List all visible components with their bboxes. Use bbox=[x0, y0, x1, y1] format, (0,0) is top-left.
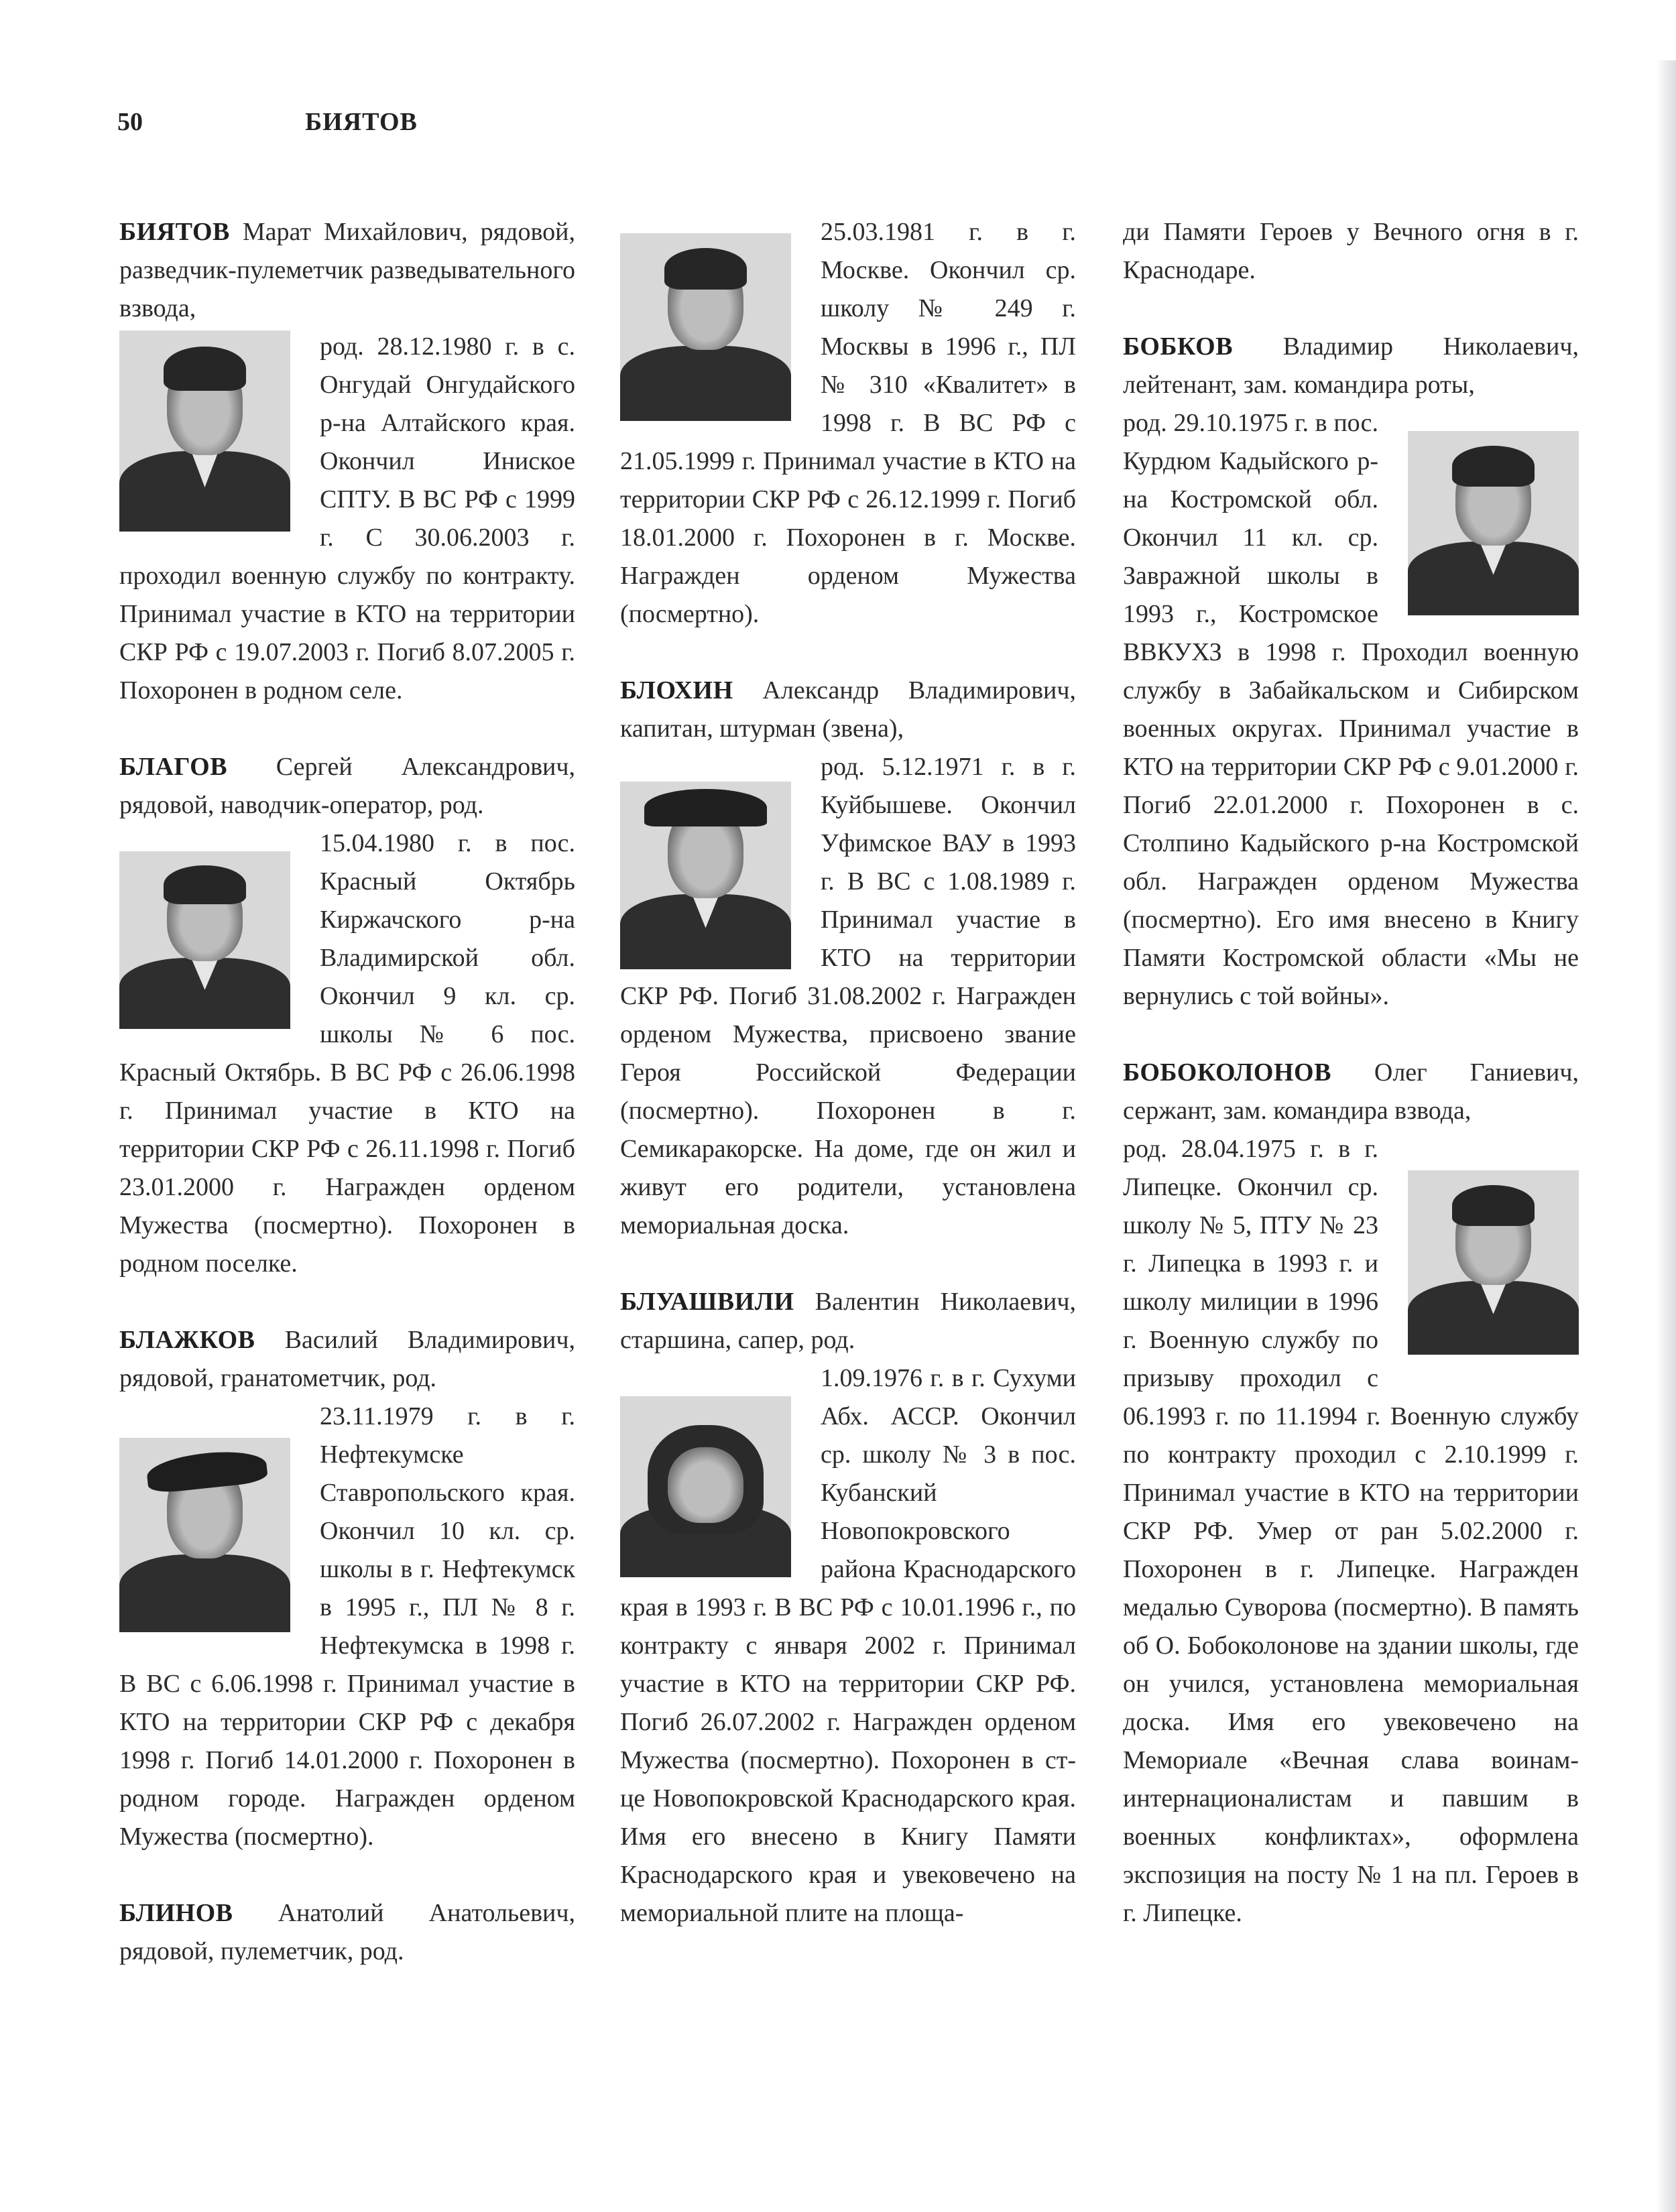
entry-intro: Василий Владимирович, рядовой, гранатометчик, род. bbox=[119, 1326, 575, 1392]
entry-intro: Сергей Александрович, рядовой, наводчик-оператор, род. bbox=[119, 753, 575, 819]
portrait-photo-biyatov bbox=[119, 330, 290, 532]
entry-intro: Валентин Николаевич, старшина, сапер, род. bbox=[620, 1288, 1076, 1354]
portrait-photo-blazhkov bbox=[119, 1438, 290, 1632]
entry-bobkov bbox=[1123, 328, 1579, 1016]
entry-intro: Анатолий Анатольевич, рядовой, пулеметчик, род. bbox=[119, 1899, 575, 1965]
entry-biyatov bbox=[119, 213, 575, 710]
entry-blagov bbox=[119, 748, 575, 1283]
entry-blazhkov bbox=[119, 1321, 575, 1856]
entry-intro: Владимир Николаевич, лейтенант, зам. командира роты, bbox=[1123, 332, 1579, 399]
entry-intro: Олег Ганиевич, сержант, зам. командира взвода, bbox=[1123, 1058, 1579, 1125]
portrait-photo-blagov bbox=[119, 851, 290, 1029]
entry-text: 25.03.1981 г. в г. Москве. Окончил ср. школу № 249 г. Москвы в 1996 г., ПЛ № 310 «Квалитет» в 1998 г. В ВС РФ с 21.05.1999 г. Принимал участие в КТО на территории СКР РФ с 26.12.1999 г. Погиб 18.01.2000 г. Похоронен в г. Москве. Награжден орденом Мужества (посмертно). bbox=[620, 218, 1076, 628]
entry-surname: БЛУАШВИЛИ bbox=[620, 1288, 794, 1316]
entry-blinov bbox=[119, 1894, 575, 1971]
portrait-photo-bobokolonov bbox=[1408, 1170, 1579, 1355]
entry-surname: БОБОКОЛОНОВ bbox=[1123, 1058, 1331, 1087]
entry-surname: БИЯТОВ bbox=[119, 218, 230, 246]
entry-bluashvili-continued bbox=[1123, 213, 1579, 290]
running-head bbox=[117, 107, 587, 147]
entry-surname: БЛИНОВ bbox=[119, 1899, 233, 1927]
page-number: 50 bbox=[117, 108, 143, 136]
entry-text: род. 5.12.1971 г. в г. Куйбышеве. Окончил Уфимское ВАУ в 1993 г. В ВС с 1.08.1989 г. Принимал участие в КТО на территории СКР РФ. Погиб 31.08.2002 г. Награжден орденом Мужества, присвоено звание Героя Российской Федерации (посмертно). Похоронен в г. Семикаракорске. На доме, где он жил и живут его родители, установлена мемориальная доска. bbox=[620, 753, 1076, 1239]
column-2 bbox=[620, 213, 1076, 1971]
entry-blokhin bbox=[620, 672, 1076, 1245]
entry-surname: БЛОХИН bbox=[620, 676, 733, 704]
entry-text: род. 28.12.1980 г. в с. Онгудай Онгудайского р-на Алтайского края. Окончил Иниское СПТУ. В ВС РФ с 1999 г. С 30.06.2003 г. проходил военную службу по контракту. Принимал участие в КТО на территории СКР РФ с 19.07.2003 г. Погиб 8.07.2005 г. Похоронен в родном селе. bbox=[119, 332, 575, 704]
portrait-photo-blinov bbox=[620, 233, 791, 421]
entry-surname: БОБКОВ bbox=[1123, 332, 1234, 361]
entry-text: 23.11.1979 г. в г. Нефтекумске Ставропольского края. Окончил 10 кл. ср. школы в г. Нефтекумск в 1995 г., ПЛ № 8 г. Нефтекумска в 1998 г. В ВС с 6.06.1998 г. Принимал участие в КТО на территории СКР РФ с декабря 1998 г. Погиб 14.01.2000 г. Похоронен в родном городе. Награжден орденом Мужества (посмертно). bbox=[119, 1402, 575, 1851]
entry-text: ди Памяти Героев у Вечного огня в г. Краснодаре. bbox=[1123, 218, 1579, 284]
entry-bluashvili bbox=[620, 1283, 1076, 1932]
running-head-word: БИЯТОВ bbox=[305, 108, 418, 136]
entry-blinov-continued bbox=[620, 213, 1076, 633]
column-3 bbox=[1123, 213, 1579, 1971]
portrait-photo-blokhin bbox=[620, 782, 791, 969]
entry-surname: БЛАГОВ bbox=[119, 753, 228, 781]
entry-intro: Александр Владимирович, капитан, штурман (звена), bbox=[620, 676, 1076, 743]
portrait-photo-bluashvili bbox=[620, 1396, 791, 1577]
entry-intro: Марат Михайлович, рядовой, разведчик-пулеметчик разведывательного взвода, bbox=[119, 218, 575, 322]
entry-text: род. 28.04.1975 г. в г. Липецке. Окончил ср. школу № 5, ПТУ № 23 г. Липецка в 1993 г. и школу милиции в 1996 г. Военную службу по призыву проходил с 06.1993 г. по 11.1994 г. Военную службу по контракту проходил с 2.10.1999 г. Принимал участие в КТО на территории СКР РФ. Умер от ран 5.02.2000 г. Похоронен в г. Липецке. Награжден медалью Суворова (посмертно). В память об О. Бобоколонове на здании школы, где он учился, установлена мемориальная доска. Имя его увековечено на Мемориале «Вечная слава воинам-интернационалистам и павшим в военных конфликтах», оформлена экспозиция на посту № 1 на пл. Героев в г. Липецке. bbox=[1123, 1135, 1579, 1927]
entry-text: род. 29.10.1975 г. в пос. Курдюм Кадыйского р-на Костромской обл. Окончил 11 кл. ср. Завражной школы в 1993 г., Костромское ВВКУХЗ в 1998 г. Проходил военную службу в Забайкальском и Сибирском военных округах. Принимал участие в КТО на территории СКР РФ с 9.01.2000 г. Погиб 22.01.2000 г. Похоронен в с. Столпино Кадыйского р-на Костромской обл. Награжден орденом Мужества (посмертно). Его имя внесено в Книгу Памяти Костромской области «Мы не вернулись с той войны». bbox=[1123, 409, 1579, 1010]
entry-surname: БЛАЖКОВ bbox=[119, 1326, 255, 1354]
page-gutter-shadow bbox=[1656, 60, 1676, 2212]
entry-bobokolonov bbox=[1123, 1054, 1579, 1932]
column-1 bbox=[119, 213, 575, 2009]
portrait-photo-bobkov bbox=[1408, 431, 1579, 615]
entry-text: 15.04.1980 г. в пос. Красный Октябрь Киржачского р-на Владимирской обл. Окончил 9 кл. ср. школы № 6 пос. Красный Октябрь. В ВС РФ с 26.06.1998 г. Принимал участие в КТО на территории СКР РФ с 26.11.1998 г. Погиб 23.01.2000 г. Награжден орденом Мужества (посмертно). Похоронен в родном поселке. bbox=[119, 829, 575, 1278]
entry-text: 1.09.1976 г. в г. Сухуми Абх. АССР. Окончил ср. школу № 3 в пос. Кубанский Новопокровского района Краснодарского края в 1993 г. В ВС РФ с 10.01.1996 г., по контракту с января 2002 г. Принимал участие в КТО на территории СКР РФ. Погиб 26.07.2002 г. Награжден орденом Мужества (посмертно). Похоронен в ст-це Новопокровской Краснодарского края. Имя его внесено в Книгу Памяти Краснодарского края и увековечено на мемориальной плите на площа- bbox=[620, 1364, 1076, 1927]
